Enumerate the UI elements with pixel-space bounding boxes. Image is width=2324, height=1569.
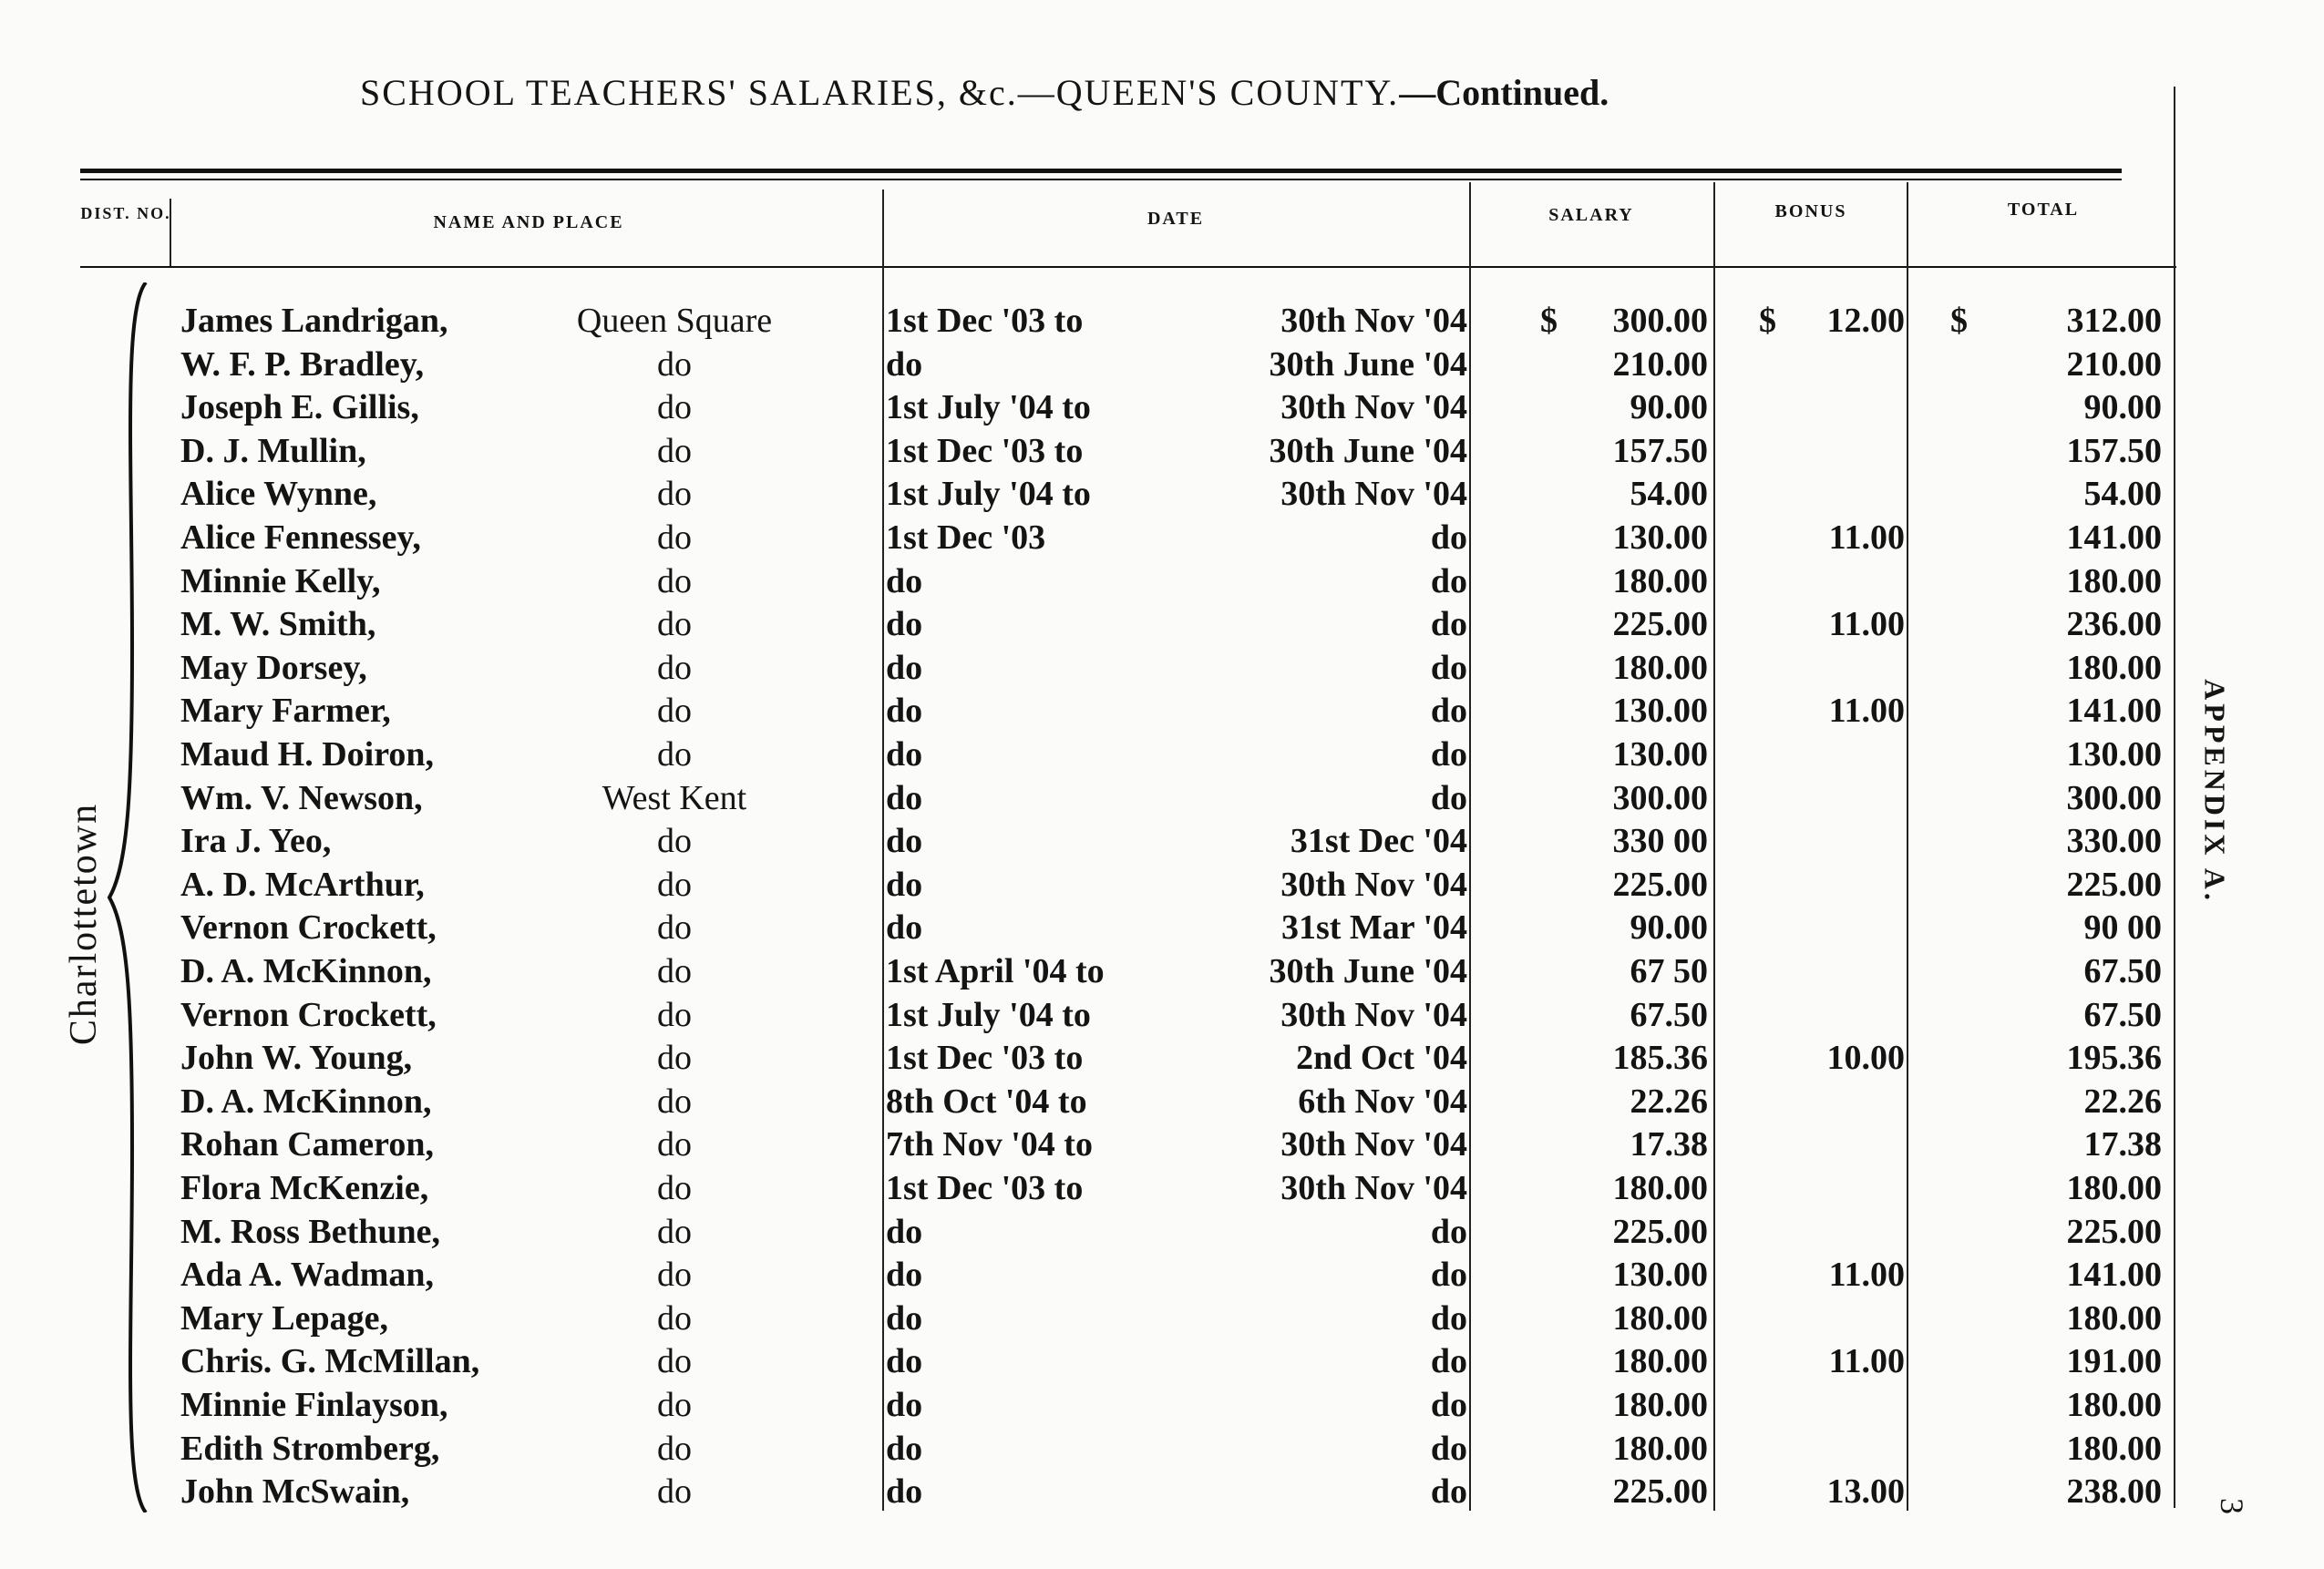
place: do [657, 865, 692, 904]
date-to: do [1430, 1212, 1467, 1251]
date-to: do [1430, 605, 1467, 644]
salary-cell: 17.38 [1630, 1125, 1708, 1164]
title-main: SCHOOL TEACHERS' SALARIES, &c.—QUEEN'S COUNTY. [360, 72, 1400, 113]
teacher-name: A. D. McArthur, [180, 865, 425, 904]
total-cell: 195.36 [2066, 1039, 2162, 1078]
date-from: 7th Nov '04 to [886, 1125, 1093, 1164]
date-to: 2nd Oct '04 [1296, 1039, 1467, 1078]
teacher-name: Alice Wynne, [180, 475, 377, 514]
place: do [657, 605, 692, 644]
date-from: 1st Dec '03 to [886, 1039, 1084, 1078]
salary-cell: 157.50 [1612, 431, 1708, 470]
date-from: do [886, 735, 923, 774]
table-row [0, 1123, 2187, 1166]
teacher-name: Ira J. Yeo, [180, 822, 332, 861]
place: do [657, 1429, 692, 1468]
place: do [657, 1169, 692, 1207]
date-from: do [886, 605, 923, 644]
place: do [657, 1039, 692, 1078]
date-to: do [1430, 1298, 1467, 1338]
salary-cell: 67.50 [1630, 995, 1708, 1034]
date-to: 30th Nov '04 [1280, 865, 1467, 904]
place: do [657, 908, 692, 948]
salary-cell: 180.00 [1612, 1298, 1708, 1338]
table-row [0, 689, 2187, 733]
date-from: 1st Dec '03 to [886, 1169, 1084, 1207]
teacher-name: Edith Stromberg, [180, 1429, 440, 1468]
date-to: do [1430, 735, 1467, 774]
total-cell: 225.00 [2066, 1212, 2162, 1251]
total-cell: 130.00 [2066, 735, 2162, 774]
teacher-name: May Dorsey, [180, 648, 367, 687]
teacher-name: John McSwain, [180, 1472, 410, 1512]
header-dist-no: DIST. NO. [80, 204, 171, 222]
bonus-cell: 11.00 [1828, 1342, 1905, 1381]
place: do [657, 822, 692, 861]
salary-cell: 22.26 [1630, 1082, 1708, 1121]
table-row [0, 299, 2187, 343]
teacher-name: D. A. McKinnon, [180, 952, 432, 990]
table-row [0, 1427, 2187, 1471]
total-cell: 236.00 [2066, 605, 2162, 644]
total-cell: 90.00 [2083, 388, 2162, 427]
teacher-name: Mary Lepage, [180, 1298, 388, 1338]
date-to: do [1430, 1342, 1467, 1381]
bonus-cell: 11.00 [1828, 692, 1905, 731]
date-to: 30th Nov '04 [1280, 388, 1467, 427]
table-row [0, 1036, 2187, 1080]
place: do [657, 952, 692, 990]
place: do [657, 995, 692, 1034]
table-row [0, 559, 2187, 603]
date-from: 1st April '04 to [886, 952, 1105, 990]
place: do [657, 561, 692, 600]
teacher-name: M. Ross Bethune, [180, 1212, 441, 1251]
total-cell: 180.00 [2066, 1386, 2162, 1424]
place: do [657, 475, 692, 514]
salary-cell: 180.00 [1612, 648, 1708, 687]
teacher-name: Rohan Cameron, [180, 1125, 434, 1164]
place: do [657, 1256, 692, 1295]
teacher-name: Alice Fennessey, [180, 518, 421, 557]
date-to: 31st Dec '04 [1290, 822, 1467, 861]
date-to: do [1430, 648, 1467, 687]
salary-cell: 90.00 [1630, 908, 1708, 948]
date-to: do [1430, 1472, 1467, 1512]
teacher-name: James Landrigan, [180, 302, 448, 340]
place: do [657, 518, 692, 557]
total-cell: 90 00 [2083, 908, 2162, 948]
date-from: do [886, 561, 923, 600]
table-row [0, 949, 2187, 993]
date-to: 30th June '04 [1269, 952, 1467, 990]
salary-cell: 225.00 [1612, 605, 1708, 644]
date-from: do [886, 1472, 923, 1512]
salary-cell: 210.00 [1612, 344, 1708, 384]
total-cell: 141.00 [2066, 518, 2162, 557]
date-to: do [1430, 1386, 1467, 1424]
teacher-name: Ada A. Wadman, [180, 1256, 435, 1295]
total-currency: $ [1950, 302, 1968, 340]
table-row [0, 1339, 2187, 1383]
table-row [0, 1210, 2187, 1254]
salary-cell: 180.00 [1612, 561, 1708, 600]
date-from: 1st July '04 to [886, 388, 1091, 427]
date-from: do [886, 908, 923, 948]
date-from: 8th Oct '04 to [886, 1082, 1087, 1121]
date-from: do [886, 1298, 923, 1338]
date-to: 30th Nov '04 [1280, 475, 1467, 514]
salary-cell: 300.00 [1612, 778, 1708, 817]
date-from: do [886, 1386, 923, 1424]
date-from: do [886, 1256, 923, 1295]
table-row [0, 472, 2187, 516]
date-to: do [1430, 518, 1467, 557]
salary-cell: 180.00 [1612, 1429, 1708, 1468]
total-cell: 225.00 [2066, 865, 2162, 904]
total-cell: 157.50 [2066, 431, 2162, 470]
date-from: do [886, 1342, 923, 1381]
place: do [657, 1082, 692, 1121]
date-to: do [1430, 778, 1467, 817]
salary-cell: 300.00 [1612, 302, 1708, 340]
place: West Kent [602, 778, 747, 817]
teacher-name: Minnie Finlayson, [180, 1386, 448, 1424]
teacher-name: D. A. McKinnon, [180, 1082, 432, 1121]
table-row [0, 602, 2187, 646]
salary-cell: 67 50 [1630, 952, 1708, 990]
bonus-cell: 10.00 [1826, 1039, 1905, 1078]
total-cell: 180.00 [2066, 1298, 2162, 1338]
table-row [0, 516, 2187, 559]
total-cell: 141.00 [2066, 1256, 2162, 1295]
place: do [657, 1212, 692, 1251]
total-cell: 330.00 [2066, 822, 2162, 861]
salary-cell: 54.00 [1630, 475, 1708, 514]
place: do [657, 692, 692, 731]
total-cell: 67.50 [2083, 995, 2162, 1034]
table-row [0, 429, 2187, 473]
teacher-name: John W. Young, [180, 1039, 413, 1078]
date-to: 30th June '04 [1269, 344, 1467, 384]
appendix-label [2187, 674, 2242, 911]
total-cell: 210.00 [2066, 344, 2162, 384]
table-row [0, 385, 2187, 429]
header-salary: SALARY [1548, 205, 1634, 225]
header-rule [80, 266, 2176, 268]
place: do [657, 431, 692, 470]
header-bonus: BONUS [1774, 201, 1847, 221]
date-to: 31st Mar '04 [1280, 908, 1467, 948]
date-from: do [886, 1212, 923, 1251]
teacher-name: Vernon Crockett, [180, 908, 437, 948]
page-title [360, 71, 1873, 114]
date-from: do [886, 822, 923, 861]
place: do [657, 1472, 692, 1512]
teacher-name: Chris. G. McMillan, [180, 1342, 480, 1381]
teacher-name: M. W. Smith, [180, 605, 376, 644]
salary-cell: 330 00 [1612, 822, 1708, 861]
date-from: do [886, 344, 923, 384]
salary-cell: 130.00 [1612, 692, 1708, 731]
total-cell: 54.00 [2083, 475, 2162, 514]
teacher-name: Vernon Crockett, [180, 995, 437, 1034]
date-to: 30th Nov '04 [1280, 302, 1467, 340]
teacher-name: Minnie Kelly, [180, 561, 381, 600]
table-row [0, 819, 2187, 863]
bonus-cell: 12.00 [1826, 302, 1905, 340]
teacher-name: Flora McKenzie, [180, 1169, 429, 1207]
date-from: do [886, 1429, 923, 1468]
total-cell: 300.00 [2066, 778, 2162, 817]
salary-cell: 225.00 [1612, 1472, 1708, 1512]
table-row [0, 863, 2187, 907]
total-cell: 180.00 [2066, 561, 2162, 600]
table-row [0, 1297, 2187, 1340]
total-cell: 312.00 [2066, 302, 2162, 340]
header-date: DATE [1147, 209, 1205, 229]
place: do [657, 735, 692, 774]
date-from: 1st Dec '03 to [886, 431, 1084, 470]
table-row [0, 1383, 2187, 1427]
salary-cell: 180.00 [1612, 1386, 1708, 1424]
place: do [657, 388, 692, 427]
appendix-text: APPENDIX A. [2198, 679, 2232, 904]
total-cell: 67.50 [2083, 952, 2162, 990]
place: do [657, 1342, 692, 1381]
date-to: 30th Nov '04 [1280, 1125, 1467, 1164]
place: Queen Square [576, 302, 773, 340]
salary-cell: 130.00 [1612, 735, 1708, 774]
header-name-place: NAME AND PLACE [433, 212, 624, 232]
date-to: do [1430, 561, 1467, 600]
table-row [0, 993, 2187, 1037]
total-cell: 141.00 [2066, 692, 2162, 731]
table-row [0, 733, 2187, 776]
date-from: do [886, 865, 923, 904]
salary-cell: 225.00 [1612, 865, 1708, 904]
place: do [657, 1125, 692, 1164]
date-to: 30th June '04 [1269, 431, 1467, 470]
place: do [657, 648, 692, 687]
date-to: do [1430, 692, 1467, 731]
teacher-name: Maud H. Doiron, [180, 735, 435, 774]
table-row [0, 1080, 2187, 1123]
date-to: 30th Nov '04 [1280, 995, 1467, 1034]
place: do [657, 344, 692, 384]
teacher-name: Joseph E. Gillis, [180, 388, 419, 427]
date-from: do [886, 778, 923, 817]
total-cell: 180.00 [2066, 1429, 2162, 1468]
table-row [0, 1166, 2187, 1210]
salary-cell: 90.00 [1630, 388, 1708, 427]
date-from: 1st Dec '03 [886, 518, 1046, 557]
total-cell: 17.38 [2083, 1125, 2162, 1164]
date-from: 1st July '04 to [886, 475, 1091, 514]
bonus-currency: $ [1759, 302, 1776, 340]
teacher-name: Wm. V. Newson, [180, 778, 423, 817]
date-to: do [1430, 1429, 1467, 1468]
teacher-name: W. F. P. Bradley, [180, 344, 425, 384]
place: do [657, 1386, 692, 1424]
table-row [0, 906, 2187, 949]
salary-cell: 130.00 [1612, 518, 1708, 557]
bonus-cell: 11.00 [1828, 605, 1905, 644]
bonus-cell: 13.00 [1826, 1472, 1905, 1512]
total-cell: 22.26 [2083, 1082, 2162, 1121]
total-cell: 238.00 [2066, 1472, 2162, 1512]
salary-cell: 130.00 [1612, 1256, 1708, 1295]
table-row [0, 343, 2187, 386]
top-rule-thick [80, 169, 2122, 173]
table-row [0, 646, 2187, 690]
top-rule-thin [80, 179, 2122, 180]
page-number: 3 [2214, 1498, 2250, 1514]
bonus-cell: 11.00 [1828, 518, 1905, 557]
date-from: 1st Dec '03 to [886, 302, 1084, 340]
table-row [0, 776, 2187, 820]
salary-cell: 180.00 [1612, 1169, 1708, 1207]
date-from: do [886, 692, 923, 731]
total-cell: 191.00 [2066, 1342, 2162, 1381]
salary-cell: 180.00 [1612, 1342, 1708, 1381]
header-total: TOTAL [2007, 200, 2080, 220]
teacher-name: Mary Farmer, [180, 692, 391, 731]
date-to: do [1430, 1256, 1467, 1295]
table-row [0, 1253, 2187, 1297]
salary-cell: 185.36 [1612, 1039, 1708, 1078]
salary-currency: $ [1540, 302, 1558, 340]
date-from: 1st July '04 to [886, 995, 1091, 1034]
date-from: do [886, 648, 923, 687]
date-to: 6th Nov '04 [1298, 1082, 1467, 1121]
table-row [0, 1470, 2187, 1513]
title-continued: —Continued. [1399, 72, 1609, 113]
district-name: Charlottetown [63, 802, 105, 1046]
total-cell: 180.00 [2066, 1169, 2162, 1207]
date-to: 30th Nov '04 [1280, 1169, 1467, 1207]
bonus-cell: 11.00 [1828, 1256, 1905, 1295]
salary-cell: 225.00 [1612, 1212, 1708, 1251]
total-cell: 180.00 [2066, 648, 2162, 687]
teacher-name: D. J. Mullin, [180, 431, 366, 470]
place: do [657, 1298, 692, 1338]
